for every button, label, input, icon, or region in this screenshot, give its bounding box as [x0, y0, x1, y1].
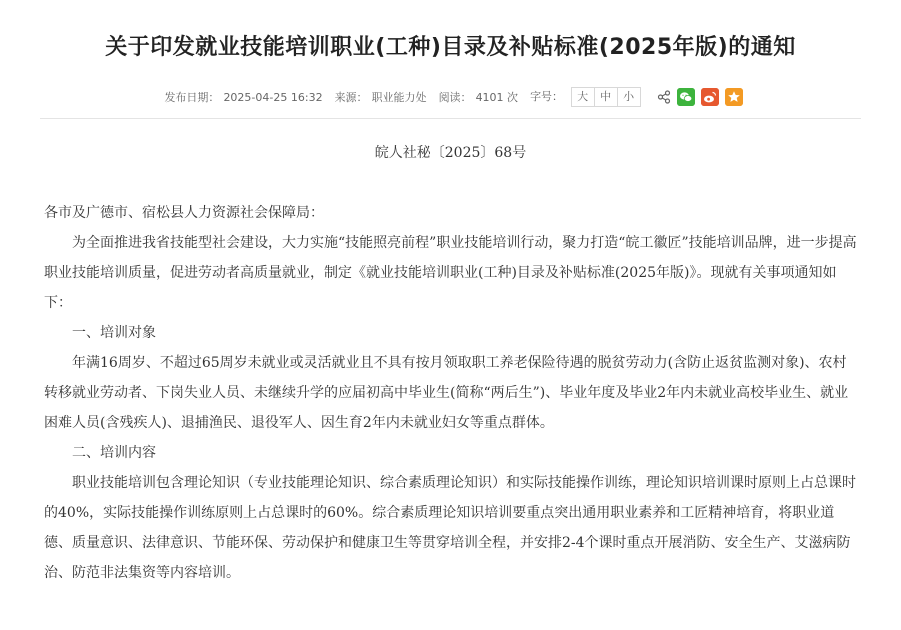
header-divider — [40, 118, 861, 119]
source-value: 职业能力处 — [371, 91, 427, 104]
favorite-icon[interactable] — [725, 88, 743, 106]
view-count — [439, 89, 519, 105]
share-icon[interactable] — [657, 90, 671, 104]
publish-date-value: 2025-04-25 16:32 — [223, 91, 323, 104]
share-bar — [657, 88, 743, 106]
section-heading-training-targets: 一、培训对象 — [72, 325, 156, 341]
view-count-value: 4101 次 — [475, 91, 519, 104]
page-title: 关于印发就业技能培训职业(工种)目录及补贴标准(2025年版)的通知 — [105, 35, 796, 60]
article-meta — [0, 87, 901, 107]
addressee: 各市及广德市、宿松县人力资源社会保障局： — [44, 205, 324, 221]
font-size-medium-button[interactable]: 中 — [595, 88, 618, 106]
intro-paragraph: 为全面推进我省技能型社会建设，大力实施“技能照亮前程”职业技能培训行动，聚力打造“皖工徽匠”技能培训品牌，进一步提高职业技能培训质量，促进劳动者高质量就业，制定《就业技能培训职业(工种)目录及补贴标准(2025年版)》。现就有关事项通知如下： — [44, 235, 857, 311]
section-heading-training-content: 二、培训内容 — [72, 445, 156, 461]
source-label: 来源： — [334, 91, 368, 104]
font-size-small-button[interactable]: 小 — [623, 90, 635, 103]
article-body — [44, 198, 860, 588]
font-size-label: 字号： — [530, 90, 564, 103]
wechat-icon[interactable] — [677, 88, 695, 106]
section-text-training-targets: 年满16周岁、不超过65周岁未就业或灵活就业且不具有按月领取职工养老保险待遇的脱贫劳动力(含防止返贫监测对象)、农村转移就业劳动者、下岗失业人员、未继续升学的应届初高中毕业生(简称“两后生”)、毕业年度及毕业2年内未就业高校毕业生、就业困难人员(含残疾人)、退捕渔民、退役军人、因生育2年内未就业妇女等重点群体。 — [44, 355, 849, 431]
publish-date-label: 发布日期： — [164, 91, 220, 104]
publish-date — [164, 89, 322, 105]
document-number: 皖人社秘〔2025〕68号 — [374, 145, 527, 161]
weibo-icon[interactable] — [701, 88, 719, 106]
source — [335, 89, 427, 105]
font-size-large-button[interactable]: 大 — [572, 88, 595, 106]
view-count-label: 阅读： — [438, 91, 472, 104]
font-size-control — [530, 87, 641, 107]
font-size-buttons — [571, 87, 641, 107]
section-text-training-content: 职业技能培训包含理论知识（专业技能理论知识、综合素质理论知识）和实际技能操作训练，理论知识培训课时原则上占总课时的40%，实际技能操作训练原则上占总课时的60%。综合素质理论知识培训要重点突出通用职业素养和工匠精神培育，将职业道德、质量意识、法律意识、节能环保、劳动保护和健康卫生等贯穿培训全程，并安排2-4个课时重点开展消防、安全生产、艾滋病防治、防范非法集资等内容培训。 — [44, 475, 856, 581]
